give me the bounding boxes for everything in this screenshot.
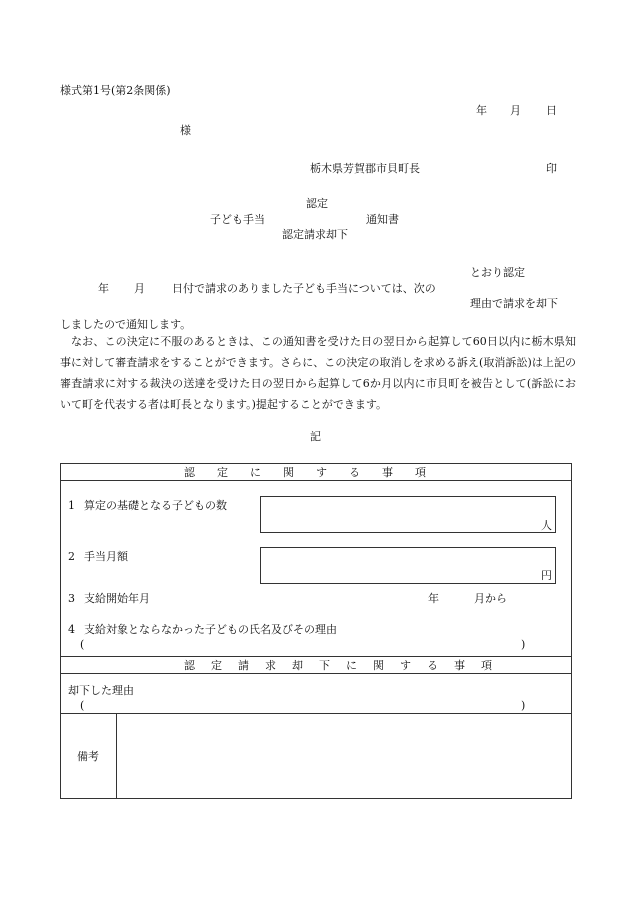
- item2-label: 手当月額: [84, 550, 128, 563]
- children-count-field[interactable]: [260, 496, 556, 533]
- item4-number: 4: [68, 623, 75, 636]
- item3-number: 3: [68, 592, 75, 605]
- notice-end: しましたので通知します。: [60, 318, 192, 331]
- section1-header-divider: [60, 480, 572, 481]
- date-year: 年: [476, 104, 487, 117]
- section2-top-divider: [60, 656, 572, 657]
- notice-option-approve: とおり認定: [470, 266, 525, 279]
- seal: 印: [546, 162, 557, 175]
- item1-unit: 人: [541, 519, 552, 532]
- item4-label: 支給対象とならなかった子どもの氏名及びその理由: [84, 623, 337, 636]
- notice-text: 日付で請求のありました子ども手当については、次の: [172, 282, 436, 295]
- notice-year: 年: [98, 282, 109, 295]
- remarks-label: 備考: [77, 750, 99, 763]
- item4-close-paren: ): [521, 638, 526, 651]
- issuer: 栃木県芳賀郡市貝町長: [310, 162, 420, 175]
- reject-reason-label: 却下した理由: [68, 684, 134, 697]
- date-day: 日: [546, 104, 557, 117]
- title-suffix: 通知書: [366, 213, 399, 226]
- appeal-text: なお、この決定に不服のあるときは、この通知書を受けた日の翌日から起算して60日以内に栃木県知事に対して審査請求をすることができます。さらに、この決定の取消しを求める訴え(取消訴訟)は上記の審査請求に対する裁決の送達を受けた日の翌日から起算して6か月以内に市貝町を被告として(訴訟において町を代表する者は町長となります。)提起することができます。: [60, 335, 576, 411]
- item4-open-paren: (: [80, 638, 85, 651]
- reject-open-paren: (: [80, 699, 85, 712]
- title-option-approve: 認定: [306, 197, 328, 210]
- item1-number: 1: [68, 499, 75, 512]
- form-number: 様式第1号(第2条関係): [60, 84, 171, 97]
- section2-header: 認定請求却下に関する事項: [184, 659, 508, 672]
- item2-unit: 円: [541, 569, 552, 582]
- remarks-field[interactable]: [117, 714, 571, 798]
- item3-label: 支給開始年月: [84, 592, 150, 605]
- recipient-suffix: 様: [180, 124, 191, 137]
- notice-month: 月: [134, 282, 145, 295]
- date-month: 月: [510, 104, 521, 117]
- item1-label: 算定の基礎となる子どもの数: [84, 499, 227, 512]
- ki-label: 記: [310, 430, 321, 443]
- title-main: 子ども手当: [210, 213, 265, 226]
- title-option-reject: 認定請求却下: [282, 228, 348, 241]
- item2-number: 2: [68, 550, 75, 563]
- section1-header: 認定に関する事項: [184, 466, 448, 479]
- item3-year: 年: [428, 592, 439, 605]
- section2-header-divider: [60, 673, 572, 674]
- notice-option-reject: 理由で請求を却下: [470, 297, 558, 310]
- monthly-allowance-field[interactable]: [260, 547, 556, 584]
- reject-close-paren: ): [521, 699, 526, 712]
- item3-month-from: 月から: [474, 592, 507, 605]
